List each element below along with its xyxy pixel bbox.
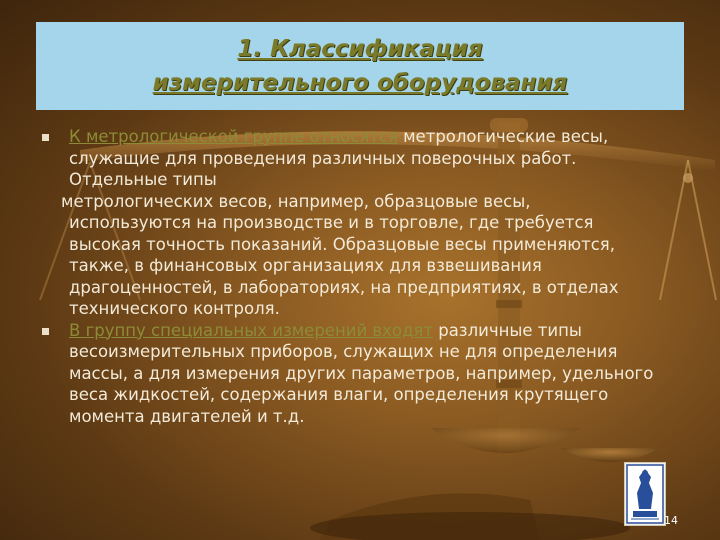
paragraph-line: также, в финансовых организациях для взвешивания <box>69 256 542 275</box>
bullet-paragraph-2 <box>40 320 710 428</box>
slide-body <box>40 126 710 427</box>
paragraph-line: Отдельные типы <box>69 170 217 189</box>
paragraph-line: служащие для проведения различных поверочных работ. <box>69 148 577 168</box>
paragraph-text: метрологические весы, <box>403 127 609 146</box>
paragraph-lead: К метрологической группе относятся <box>69 127 398 146</box>
paragraph-line: драгоценностей, в лабораториях, на предприятиях, в отделах <box>69 277 619 297</box>
paragraph-line: используются на производстве и в торговле, где требуется <box>69 213 594 232</box>
paragraph-line: высокая точность показаний. Образцовые весы применяются, <box>69 234 615 254</box>
paragraph-line: технического контроля. <box>69 299 280 318</box>
square-bullet-icon <box>42 134 49 141</box>
title-box <box>36 22 684 110</box>
paragraph-line: метрологических весов, например, образцовые весы, <box>61 191 531 211</box>
paragraph-line: массы, а для измерения других параметров, например, удельного <box>69 363 654 383</box>
square-bullet-icon <box>42 328 49 335</box>
paragraph-lead: В группу специальных измерений входят <box>69 320 433 340</box>
paragraph-line: веса жидкостей, содержания влаги, определения крутящего <box>69 385 609 404</box>
page-number: 14 <box>664 514 678 527</box>
paragraph-line: весоизмерительных приборов, служащих не для определения <box>69 342 618 361</box>
paragraph-line <box>69 126 710 148</box>
paragraph-line <box>69 320 710 342</box>
university-emblem-icon <box>624 462 666 526</box>
paragraph-line: момента двигателей и т.д. <box>69 406 305 426</box>
slide-title: 1. Классификация измерительного оборудования <box>152 36 568 96</box>
bullet-paragraph-1 <box>40 126 710 320</box>
paragraph-text: различные типы <box>438 320 582 340</box>
